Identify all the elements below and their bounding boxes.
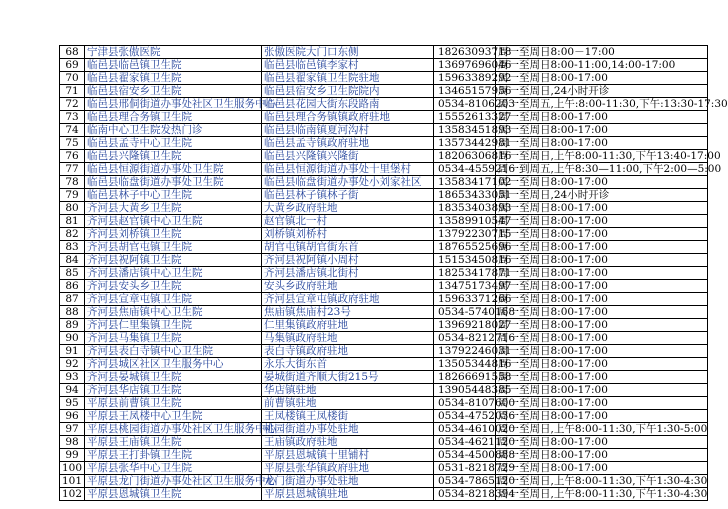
clinic-hours: 周一至周日8:00-17:00 (496, 293, 708, 306)
row-number: 102 (60, 488, 85, 501)
clinic-address: 胡官屯镇胡官街东首 (262, 241, 434, 254)
clinic-name: 临邑县临盘街道办事处卫生院 (85, 176, 262, 189)
clinic-name: 平原县桃园街道办事处社区卫生服务中心 (85, 423, 262, 436)
row-number: 85 (60, 267, 85, 280)
clinic-name: 齐河县焦庙镇中心卫生院 (85, 306, 262, 319)
row-number: 74 (60, 124, 85, 137)
clinic-phone: 0534-8107600 (434, 397, 496, 410)
row-number: 68 (60, 46, 85, 59)
table-row (60, 293, 708, 306)
clinic-name: 齐河县宣章屯镇卫生院 (85, 293, 262, 306)
clinic-name: 临邑县恒源街道办事处卫生院 (85, 163, 262, 176)
row-number: 70 (60, 72, 85, 85)
table-row (60, 189, 708, 202)
clinic-hours: 周一至周日8:00-17:00 (496, 176, 708, 189)
row-number: 99 (60, 449, 85, 462)
clinic-phone: 15963389292 (434, 72, 496, 85)
table-row (60, 475, 708, 488)
row-number: 86 (60, 280, 85, 293)
clinic-phone: 15552613327 (434, 111, 496, 124)
clinic-hours: 周一至周日,24小时开诊 (496, 85, 708, 98)
clinic-hours: 周一至周五,上午:8:00-11:30,下午:13:30-17:30 (496, 98, 708, 111)
clinic-name: 齐河县表白寺镇中心卫生院 (85, 345, 262, 358)
clinic-name: 临邑县孟寺中心卫生院 (85, 137, 262, 150)
table-row (60, 384, 708, 397)
row-number: 97 (60, 423, 85, 436)
clinic-address: 临邑县恒源街道办事处十里堡村 (262, 163, 434, 176)
row-number: 84 (60, 254, 85, 267)
clinic-hours: 周一至周日8:00-17:00 (496, 319, 708, 332)
table-row (60, 280, 708, 293)
clinic-hours: 周一至周日8:00-17:00 (496, 215, 708, 228)
clinic-hours: 周一至周日8:00-17:00 (496, 384, 708, 397)
row-number: 76 (60, 150, 85, 163)
table-row (60, 72, 708, 85)
clinic-hours: 周一至周日8:00-17:00 (496, 306, 708, 319)
row-number: 92 (60, 358, 85, 371)
row-number: 94 (60, 384, 85, 397)
clinic-address: 临邑县翟家镇卫生院驻地 (262, 72, 434, 85)
clinic-hours: 周一至周日8:00-17:00 (496, 462, 708, 475)
clinic-name: 临邑县林子中心卫生院 (85, 189, 262, 202)
table-row (60, 488, 708, 501)
clinic-hours: 周一至周日8:00-17:00 (496, 111, 708, 124)
clinic-phone: 13465157956 (434, 85, 496, 98)
clinic-name: 宁津县张傲医院 (85, 46, 262, 59)
table-row (60, 85, 708, 98)
clinic-phone: 13583451893 (434, 124, 496, 137)
clinic-phone: 13792230715 (434, 228, 496, 241)
clinic-name: 临邑县兴隆镇卫生院 (85, 150, 262, 163)
clinic-address: 晏城街道齐顺大街215号 (262, 371, 434, 384)
table-row (60, 202, 708, 215)
table-row (60, 332, 708, 345)
clinic-phone: 0534-4610020 (434, 423, 496, 436)
clinic-hours: 周一至周日8:00-17:00 (496, 72, 708, 85)
clinic-hours: 周一到周五,上午8:30—11:00,下午2:00—5:00 (496, 163, 708, 176)
table-row (60, 358, 708, 371)
clinic-phone: 18266691558 (434, 371, 496, 384)
clinic-address: 齐河县潘店镇北街村 (262, 267, 434, 280)
clinic-name: 临南中心卫生院发热门诊 (85, 124, 262, 137)
clinic-address: 齐河县宣章屯镇政府驻地 (262, 293, 434, 306)
clinic-hours: 周一至周日8:00-17:00 (496, 137, 708, 150)
table-row (60, 319, 708, 332)
clinic-phone: 0534-8212716 (434, 332, 496, 345)
row-number: 101 (60, 475, 85, 488)
clinic-address: 仁里集镇政府驻地 (262, 319, 434, 332)
clinic-hours: 周一至周日8:00-17:00 (496, 397, 708, 410)
clinic-phone: 0534-4621120 (434, 436, 496, 449)
clinic-name: 平原县前曹镇卫生院 (85, 397, 262, 410)
row-number: 71 (60, 85, 85, 98)
clinic-phone: 15963371266 (434, 293, 496, 306)
table-row (60, 124, 708, 137)
clinic-name: 齐河县城区社区卫生服务中心 (85, 358, 262, 371)
table-row (60, 397, 708, 410)
clinic-name: 齐河县晏城镇卫生院 (85, 371, 262, 384)
clinic-hours: 周一至周日8:00-17:00 (496, 358, 708, 371)
clinic-hours: 周一至周日8:00-17:00 (496, 124, 708, 137)
clinic-hours: 周一至周日8:00-17:00 (496, 436, 708, 449)
clinic-name: 临邑县宿安乡卫生院 (85, 85, 262, 98)
clinic-hours: 周一至周日8:00-17:00 (496, 254, 708, 267)
clinic-phone: 0534-7865120 (434, 475, 496, 488)
row-number: 95 (60, 397, 85, 410)
row-number: 88 (60, 306, 85, 319)
clinic-name: 齐河县仁里集镇卫生院 (85, 319, 262, 332)
clinic-name: 平原县龙门街道办事处社区卫生服务中心 (85, 475, 262, 488)
clinic-phone: 18206306816 (434, 150, 496, 163)
table-row (60, 241, 708, 254)
clinic-address: 齐河县祝阿镇小周村 (262, 254, 434, 267)
row-number: 82 (60, 228, 85, 241)
row-number: 80 (60, 202, 85, 215)
row-number: 98 (60, 436, 85, 449)
table-row (60, 267, 708, 280)
clinic-table-body (60, 45, 728, 501)
table-row (60, 410, 708, 423)
clinic-name: 齐河县大黄乡卫生院 (85, 202, 262, 215)
clinic-phone: 13905448385 (434, 384, 496, 397)
clinic-name: 齐河县华店镇卫生院 (85, 384, 262, 397)
clinic-name: 平原县王凤楼中心卫生院 (85, 410, 262, 423)
clinic-name: 平原县王打卦镇卫生院 (85, 449, 262, 462)
clinic-name: 临邑县理合务镇卫生院 (85, 111, 262, 124)
clinic-phone: 18253417871 (434, 267, 496, 280)
clinic-address: 平原县恩城镇驻地 (262, 488, 434, 501)
table-row (60, 137, 708, 150)
clinic-address: 临邑县林子镇林子街 (262, 189, 434, 202)
table-row (60, 46, 708, 59)
clinic-phone: 0534-5740168 (434, 306, 496, 319)
clinic-phone: 13583417102 (434, 176, 496, 189)
clinic-address: 临邑县花园大街东段路南 (262, 98, 434, 111)
clinic-address: 临邑县临南镇夏河沟村 (262, 124, 434, 137)
clinic-hours: 周一至周日,24小时开诊 (496, 189, 708, 202)
clinic-hours: 周一至周日8:00－17:00 (496, 46, 708, 59)
row-number: 93 (60, 371, 85, 384)
clinic-hours: 周一至周日8:00-17:00 (496, 371, 708, 384)
clinic-hours: 周一至周日,上午8:00-11:30,下午13:40-17:00 (496, 150, 708, 163)
clinic-address: 华店镇驻地 (262, 384, 434, 397)
clinic-hours: 周一至周日8:00-17:00 (496, 228, 708, 241)
row-number: 75 (60, 137, 85, 150)
clinic-phone: 15153450816 (434, 254, 496, 267)
table-row (60, 423, 708, 436)
row-number: 87 (60, 293, 85, 306)
row-number: 89 (60, 319, 85, 332)
row-number: 100 (60, 462, 85, 475)
clinic-address: 桃园街道办事处驻地 (262, 423, 434, 436)
row-number: 81 (60, 215, 85, 228)
clinic-address: 平原县张华镇政府驻地 (262, 462, 434, 475)
clinic-name: 临邑县邢侗街道办事处社区卫生服务中心 (85, 98, 262, 111)
clinic-address: 龙门街道办事处驻地 (262, 475, 434, 488)
clinic-name: 临邑县翟家镇卫生院 (85, 72, 262, 85)
clinic-hours: 周一至周日8:00-17:00 (496, 332, 708, 345)
clinic-address: 临邑县临盘街道办事处小刘家社区 (262, 176, 434, 189)
table-row (60, 371, 708, 384)
clinic-address: 表白寺镇政府驻地 (262, 345, 434, 358)
clinic-phone: 0534-4500888 (434, 449, 496, 462)
row-number: 83 (60, 241, 85, 254)
clinic-address: 临邑县临邑镇李家村 (262, 59, 434, 72)
clinic-phone: 13475173497 (434, 280, 496, 293)
clinic-hours: 周一至周日8:00-17:00 (496, 280, 708, 293)
clinic-hours: 周一至周日8:00-17:00 (496, 449, 708, 462)
clinic-hours: 周一至周日8:00-17:00 (496, 202, 708, 215)
clinic-hours: 周一至周日,上午8:00-11:30,下午1:30-5:00 (496, 423, 708, 436)
clinic-phone: 0531-8218729 (434, 462, 496, 475)
clinic-address: 刘桥镇刘桥村 (262, 228, 434, 241)
table-row (60, 345, 708, 358)
table-row (60, 254, 708, 267)
clinic-name: 齐河县祝阿镇卫生院 (85, 254, 262, 267)
clinic-phone: 0534-4752036 (434, 410, 496, 423)
clinic-name: 平原县张华中心卫生院 (85, 462, 262, 475)
clinic-name: 平原县恩城镇卫生院 (85, 488, 262, 501)
table-row (60, 215, 708, 228)
table-row (60, 436, 708, 449)
table-row (60, 449, 708, 462)
table-row (60, 462, 708, 475)
table-row (60, 150, 708, 163)
table-row (60, 176, 708, 189)
row-number: 69 (60, 59, 85, 72)
clinic-address: 临邑县兴隆镇兴隆街 (262, 150, 434, 163)
clinic-address: 王庙镇政府驻地 (262, 436, 434, 449)
clinic-name: 齐河县安头乡卫生院 (85, 280, 262, 293)
clinic-address: 安头乡政府驻地 (262, 280, 434, 293)
table-row (60, 59, 708, 72)
clinic-phone: 0534-4559216 (434, 163, 496, 176)
clinic-address: 马集镇政府驻地 (262, 332, 434, 345)
clinic-phone: 13792246031 (434, 345, 496, 358)
row-number: 78 (60, 176, 85, 189)
clinic-hours: 周一至周日,上午8:00-11:30,下午1:30-4:30 (496, 488, 708, 501)
table-row (60, 111, 708, 124)
row-number: 77 (60, 163, 85, 176)
clinic-phone: 18263093718 (434, 46, 496, 59)
clinic-phone: 13573442981 (434, 137, 496, 150)
row-number: 72 (60, 98, 85, 111)
clinic-phone: 18653433051 (434, 189, 496, 202)
clinic-name: 齐河县刘桥镇卫生院 (85, 228, 262, 241)
clinic-address: 赵官镇北一村 (262, 215, 434, 228)
clinic-name: 齐河县赵官镇中心卫生院 (85, 215, 262, 228)
clinic-address: 临邑县理合务镇镇政府驻地 (262, 111, 434, 124)
clinic-name: 平原县王庙镇卫生院 (85, 436, 262, 449)
clinic-address: 永乐大街东首 (262, 358, 434, 371)
clinic-name: 齐河县马集镇卫生院 (85, 332, 262, 345)
clinic-address: 临邑县孟寺镇政府驻地 (262, 137, 434, 150)
clinic-phone: 13697696046 (434, 59, 496, 72)
row-number: 73 (60, 111, 85, 124)
clinic-hours: 周一至周日8:00-17:00 (496, 410, 708, 423)
clinic-address: 焦庙镇焦庙村23号 (262, 306, 434, 319)
clinic-phone: 0534-8218394 (434, 488, 496, 501)
clinic-table (59, 45, 728, 501)
clinic-phone: 13505344816 (434, 358, 496, 371)
clinic-address: 平原县恩城镇十里铺村 (262, 449, 434, 462)
clinic-address: 大黄乡政府驻地 (262, 202, 434, 215)
table-row (60, 98, 708, 111)
clinic-phone: 0534-8106203 (434, 98, 496, 111)
clinic-phone: 13589910547 (434, 215, 496, 228)
clinic-name: 临邑县临邑镇卫生院 (85, 59, 262, 72)
clinic-name: 齐河县潘店镇中心卫生院 (85, 267, 262, 280)
clinic-hours: 周一至周日8:00-17:00 (496, 267, 708, 280)
table-row (60, 306, 708, 319)
clinic-hours: 周一至周日8:00-17:00 (496, 241, 708, 254)
table-row (60, 163, 708, 176)
clinic-hours: 周一至周日,上午8:00-11:30,下午1:30-4:30 (496, 475, 708, 488)
clinic-address: 临邑县宿安乡卫生院院内 (262, 85, 434, 98)
row-number: 90 (60, 332, 85, 345)
clinic-address: 前曹镇驻地 (262, 397, 434, 410)
clinic-address: 王凤楼镇王凤楼街 (262, 410, 434, 423)
row-number: 79 (60, 189, 85, 202)
clinic-address: 张傲医院大门口东侧 (262, 46, 434, 59)
clinic-name: 齐河县胡官屯镇卫生院 (85, 241, 262, 254)
clinic-hours: 周一至周日8:00-17:00 (496, 345, 708, 358)
clinic-hours: 周一至周日8:00-11:00,14:00-17:00 (496, 59, 708, 72)
table-row (60, 228, 708, 241)
clinic-phone: 18765525696 (434, 241, 496, 254)
clinic-phone: 18353403893 (434, 202, 496, 215)
row-number: 91 (60, 345, 85, 358)
clinic-phone: 13969218027 (434, 319, 496, 332)
row-number: 96 (60, 410, 85, 423)
